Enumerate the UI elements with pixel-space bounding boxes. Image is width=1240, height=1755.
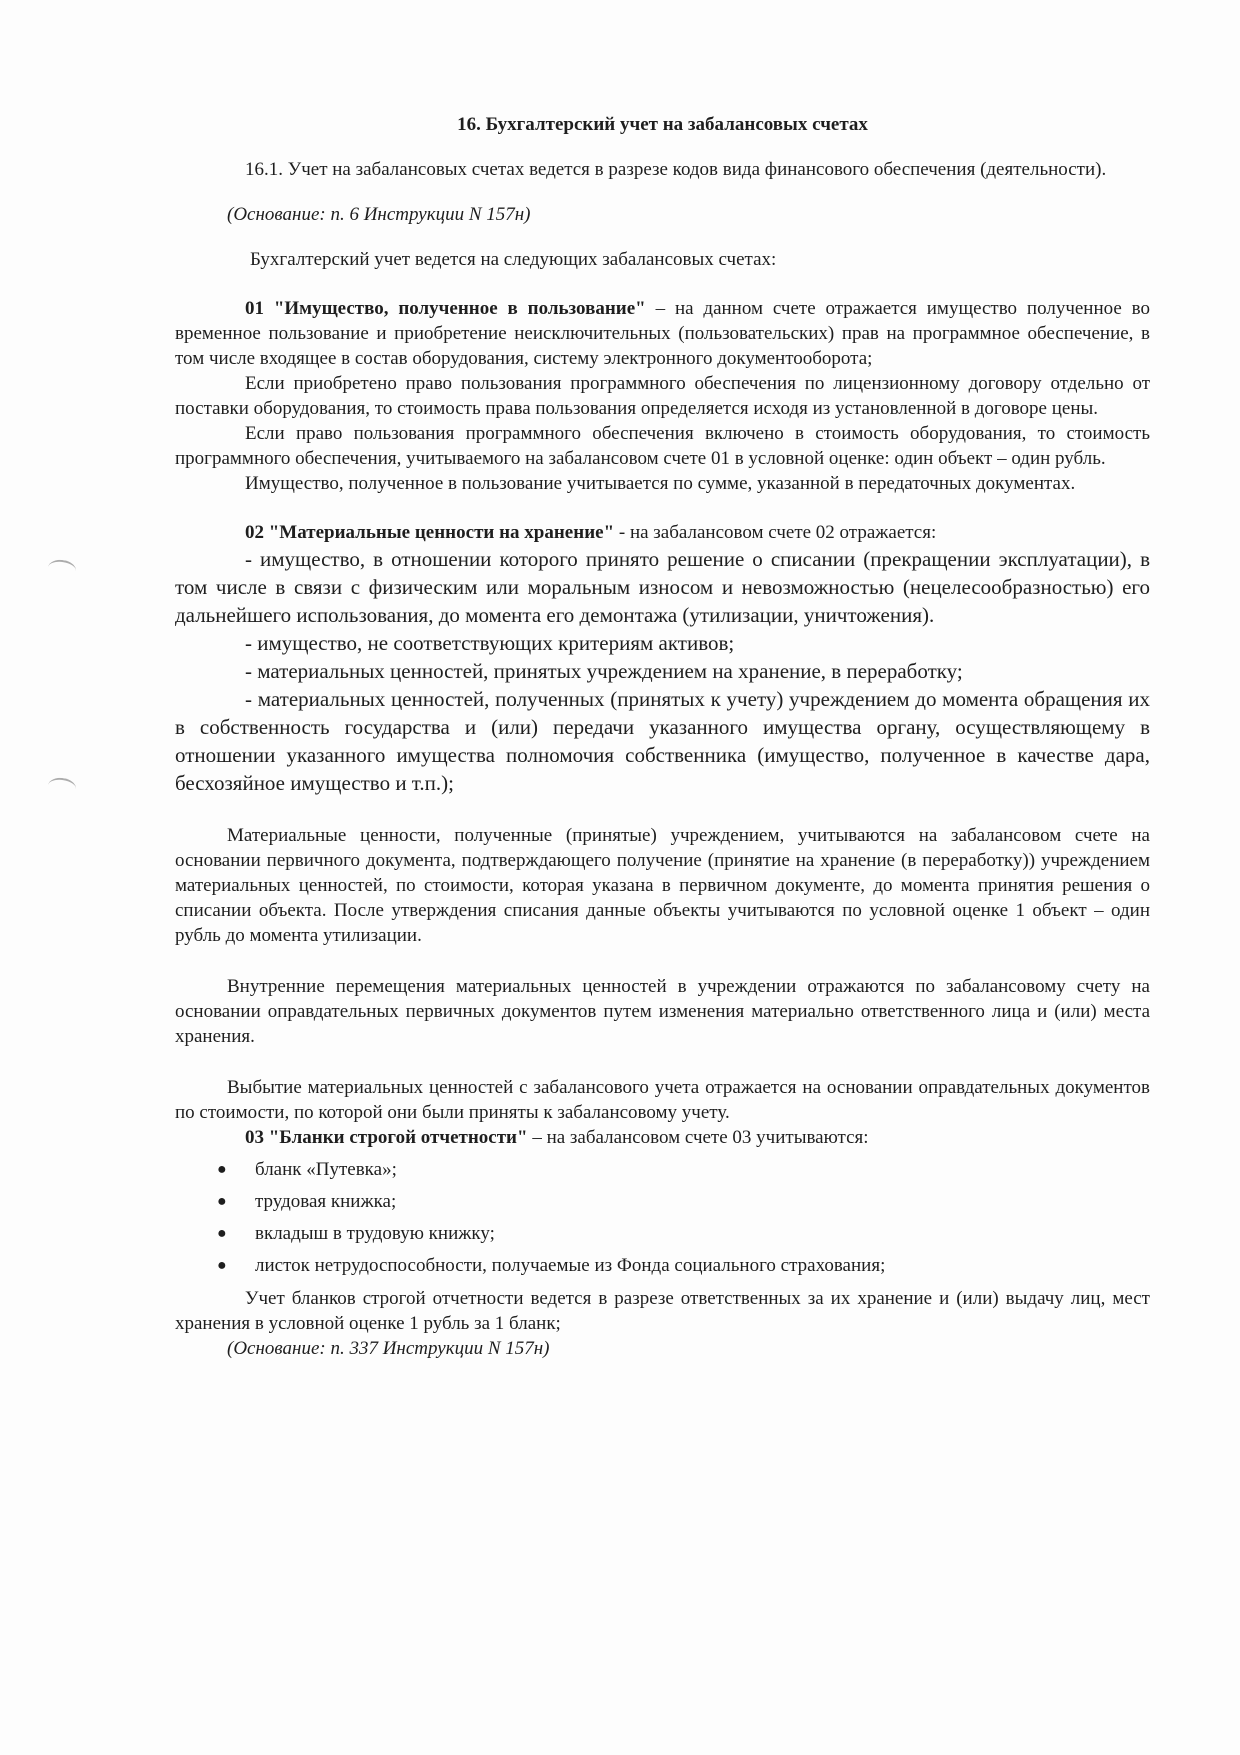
list-item-text: листок нетрудоспособности, получаемые из Фонда социального страхования; — [255, 1255, 886, 1276]
account-02-heading: 02 "Материальные ценности на хранение" — [245, 522, 615, 543]
account-01-paragraph — [175, 296, 1150, 371]
account-02-paragraph-internal: Внутренние перемещения материальных ценностей в учреждении отражаются по забалансовому счету на основании оправдательных первичных документов путем изменения материально ответственного лица и (или) места хранения. — [175, 976, 1150, 1047]
account-03-description: – на забалансовом счете 03 учитываются: — [527, 1127, 869, 1148]
document-body — [175, 112, 1150, 1361]
basis-note: (Основание: п. 337 Инструкции N 157н) — [227, 1338, 550, 1359]
list-item-text: трудовая книжка; — [255, 1191, 397, 1212]
list-item-text: бланк «Путевка»; — [255, 1159, 397, 1180]
bullet-icon: ● — [217, 1225, 227, 1242]
paragraph-16-1: 16.1. Учет на забалансовых счетах ведется в разрезе кодов вида финансового обеспечения (деятельности). — [245, 159, 1107, 180]
basis-note: (Основание: п. 6 Инструкции N 157н) — [227, 204, 531, 225]
account-03-list — [175, 1154, 1150, 1282]
bullet-icon: ● — [217, 1257, 227, 1274]
bullet-icon: ● — [217, 1161, 227, 1178]
account-02-item: - материальных ценностей, принятых учреждением на хранение, в переработку; — [245, 659, 963, 683]
account-02-paragraph — [175, 520, 1150, 545]
account-01-heading: 01 "Имущество, полученное в пользование" — [245, 298, 646, 319]
account-02-item: - имущество, не соответствующих критериям активов; — [245, 631, 735, 655]
list-item — [217, 1154, 1150, 1186]
scan-artifact-mark — [47, 776, 77, 798]
account-01-paragraph-included: Если право пользования программного обеспечения включено в стоимость оборудования, то стоимость программного обеспечения, учитываемого на забалансовом счете 01 в условной оценке: один объект – один рубль. — [175, 423, 1150, 469]
account-02-item: - имущество, в отношении которого принято решение о списании (прекращении эксплуатации), в том числе в связи с физическим или моральным износом и невозможностью (нецелесообразностью) его дальнейшего использования, до момента его демонтажа (утилизации, уничтожения). — [175, 547, 1150, 627]
bullet-icon: ● — [217, 1193, 227, 1210]
account-02-item: - материальных ценностей, полученных (принятых к учету) учреждением до момента обращения их в собственность государства и (или) передачи указанного имущества органу, осуществляющему в отношении указанного имущества полномочия собственника (имущество, полученное в качестве дара, бесхозяйное имущество и т.п.); — [175, 687, 1150, 795]
intro-paragraph: Бухгалтерский учет ведется на следующих забалансовых счетах: — [250, 249, 777, 270]
account-01-description: – на данном счете отражается имущество полученное во временное пользование и приобретение неисключительных (пользовательских) прав на программное обеспечение, в том числе входящее в состав оборудования, систему электронного документооборота; — [175, 298, 1150, 369]
account-03-heading: 03 "Бланки строгой отчетности" — [245, 1127, 528, 1148]
account-02-paragraph-disposal: Выбытие материальных ценностей с забалансового учета отражается на основании оправдательных документов по стоимости, по которой они были приняты к забалансовому учету. — [175, 1077, 1150, 1123]
list-item — [217, 1250, 1150, 1282]
account-01-paragraph-valuation: Имущество, полученное в пользование учитывается по сумме, указанной в передаточных документах. — [245, 473, 1076, 494]
section-title: 16. Бухгалтерский учет на забалансовых счетах — [457, 114, 868, 135]
list-item — [217, 1218, 1150, 1250]
scan-artifact-mark — [47, 558, 77, 580]
account-02-paragraph-received: Материальные ценности, полученные (принятые) учреждением, учитываются на забалансовом счете на основании первичного документа, подтверждающего получение (принятие на хранение (в переработку)) учреждением материальных ценностей, по стоимости, которая указана в первичном документе, до момента принятия решения о списании объекта. После утверждения списания данные объекты учитываются по условной оценке 1 объект – один рубль до момента утилизации. — [175, 825, 1150, 946]
account-02-description: - на забалансовом счете 02 отражается: — [614, 522, 937, 543]
list-item — [217, 1186, 1150, 1218]
list-item-text: вкладыш в трудовую книжку; — [255, 1223, 495, 1244]
account-01-paragraph-license: Если приобретено право пользования программного обеспечения по лицензионному договору отдельно от поставки оборудования, то стоимость права пользования определяется исходя из установленной в договоре цены. — [175, 373, 1150, 419]
account-03-paragraph — [175, 1125, 1150, 1150]
account-03-paragraph-accounting: Учет бланков строгой отчетности ведется в разрезе ответственных за их хранение и (или) выдачу лиц, мест хранения в условной оценке 1 рубль за 1 бланк; — [175, 1288, 1150, 1334]
